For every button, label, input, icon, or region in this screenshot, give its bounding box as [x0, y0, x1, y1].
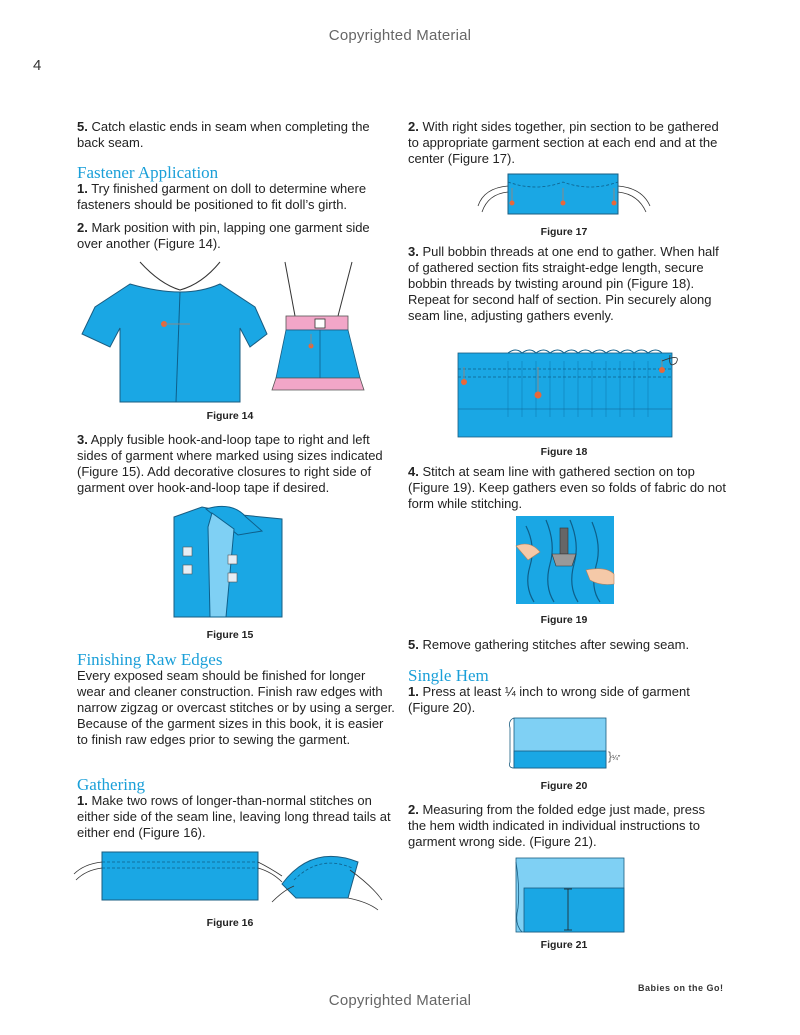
- figure-18-caption: Figure 18: [540, 446, 588, 458]
- gathering-step-2: 2. With right sides together, pin section to be gathered to appropriate garment section at each end and at the center (Figure 17).: [408, 119, 719, 166]
- figure-17-caption: Figure 17: [540, 226, 588, 238]
- step-5-paragraph: 5. Catch elastic ends in seam when completing the back seam.: [77, 119, 370, 150]
- gathering-step-4: 4. Stitch at seam line with gathered section on top (Figure 19). Keep gathers even so folds of fabric do not form while stitching.: [408, 464, 726, 511]
- figure-21-caption: Figure 21: [540, 939, 588, 951]
- figure-19-illustration: [516, 516, 614, 604]
- figure-15-illustration: [172, 507, 284, 619]
- gathering-heading: Gathering: [77, 775, 145, 794]
- figure-16-caption: Figure 16: [206, 917, 254, 929]
- gathering-step-5: 5. Remove gathering stitches after sewing seam.: [408, 637, 690, 652]
- copyright-header: Copyrighted Material: [328, 27, 472, 44]
- figure-20-dimension-label: }¼": [608, 749, 621, 763]
- figure-16-illustration: [72, 842, 392, 910]
- book-title-footer: Babies on the Go!: [638, 983, 724, 993]
- finishing-raw-edges-heading: Finishing Raw Edges: [77, 650, 223, 669]
- figure-21-illustration: [516, 858, 624, 932]
- gathering-step-3: 3. Pull bobbin threads at one end to gather. When half of gathered section fits straight-edge length, secure bobbin threads by twisting around pin (Figure 18). Repeat for second half of section. Pin securely along seam line, adjusting gathers evenly.: [408, 244, 719, 323]
- figure-20-illustration: [508, 718, 608, 770]
- single-hem-step-1: 1. Press at least ¼ inch to wrong side of garment (Figure 20).: [408, 684, 690, 715]
- gathering-step-1: 1. Make two rows of longer-than-normal stitches on either side of the seam line, leaving long thread tails at either end (Figure 16).: [77, 793, 391, 840]
- fastener-step-3: 3. Apply fusible hook-and-loop tape to right and left sides of garment where marked using sizes indicated (Figure 15). Add decorative closures to right side of garment over hook-and-loop tape if desired.: [77, 432, 383, 495]
- single-hem-heading: Single Hem: [408, 666, 489, 685]
- single-hem-step-2: 2. Measuring from the folded edge just made, press the hem width indicated in individual instructions to garment wrong side. (Figure 21).: [408, 802, 705, 849]
- figure-15-caption: Figure 15: [206, 629, 254, 641]
- figure-20-caption: Figure 20: [540, 780, 588, 792]
- figure-19-caption: Figure 19: [540, 614, 588, 626]
- finishing-raw-edges-text: Every exposed seam should be finished for longer wear and cleaner construction. Finish raw edges with narrow zigzag or overcast stitches or by using a serger. Because of the garment sizes in this book, it is easier to finish raw edges prior to sewing the garment.: [77, 668, 395, 747]
- copyright-footer: Copyrighted Material: [328, 992, 472, 1009]
- figure-14-caption: Figure 14: [206, 410, 254, 422]
- figure-14-illustration: [80, 262, 400, 407]
- fastener-application-heading: Fastener Application: [77, 163, 219, 182]
- page-number: 4: [33, 57, 42, 74]
- fastener-step-2: 2. Mark position with pin, lapping one garment side over another (Figure 14).: [77, 220, 370, 251]
- figure-17-illustration: [476, 172, 656, 218]
- figure-18-illustration: [458, 347, 684, 439]
- fastener-step-1: 1. Try finished garment on doll to determine where fasteners should be positioned to fit doll’s girth.: [77, 181, 367, 212]
